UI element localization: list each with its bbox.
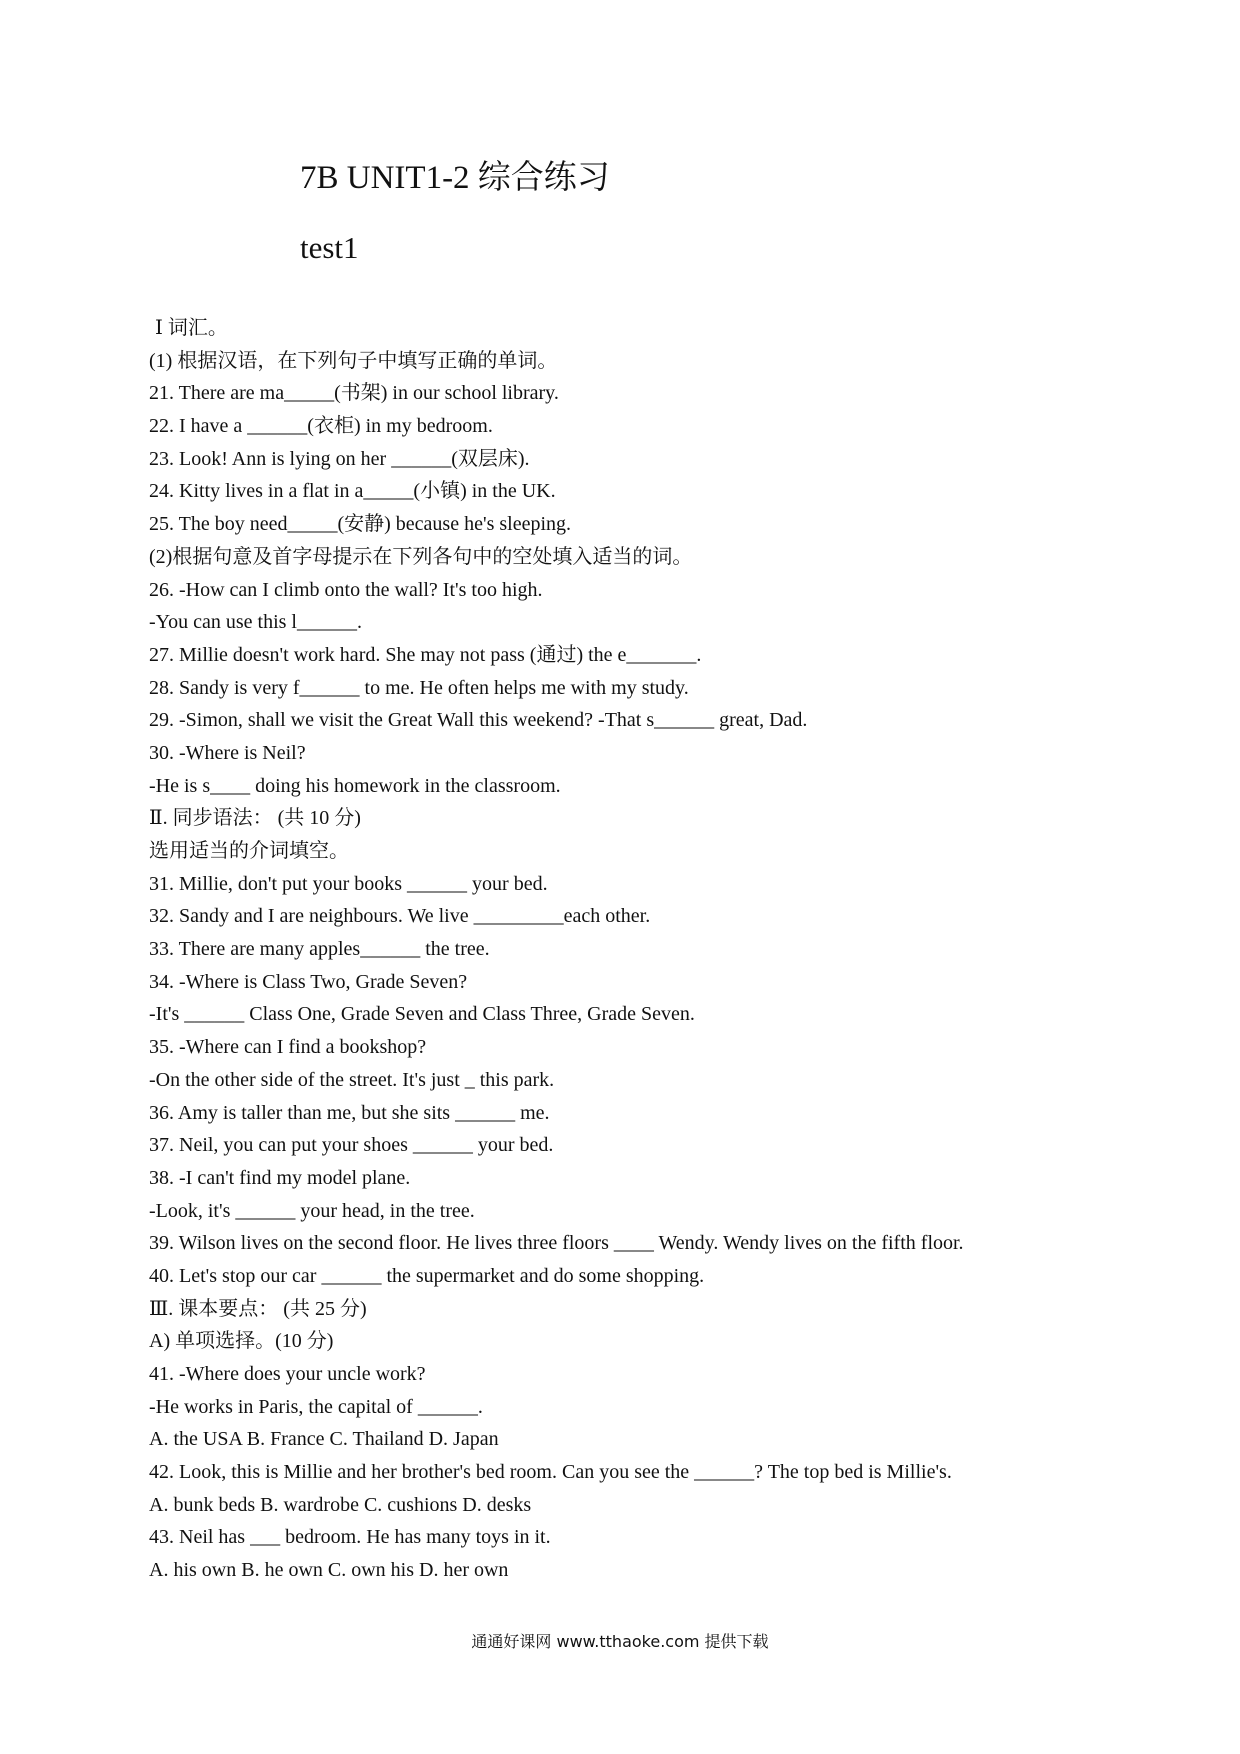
exercise-body — [149, 312, 1149, 1587]
question-line: 31. Millie, don't put your books ______ your bed. — [149, 872, 548, 895]
question-line: -You can use this l______. — [149, 611, 362, 634]
question-line: 26. -How can I climb onto the wall? It's too high. — [149, 578, 543, 601]
question-line: 21. There are ma_____(书架) in our school library. — [149, 382, 559, 405]
question-line: 35. -Where can I find a bookshop? — [149, 1036, 427, 1059]
document-title: 7B UNIT1-2 综合练习 — [300, 160, 610, 196]
question-line: -Look, it's ______ your head, in the tree. — [149, 1199, 475, 1222]
question-line: -It's ______ Class One, Grade Seven and Class Three, Grade Seven. — [149, 1003, 695, 1026]
question-line: 28. Sandy is very f______ to me. He often helps me with my study. — [149, 676, 689, 699]
question-line: -He works in Paris, the capital of ______. — [149, 1395, 483, 1418]
section-heading-grammar: Ⅱ. 同步语法： (共 10 分) — [149, 807, 361, 830]
answer-options: A. his own B. he own C. own his D. her own — [149, 1559, 509, 1582]
question-line: 27. Millie doesn't work hard. She may not pass (通过) the e_______. — [149, 643, 702, 666]
instruction-line: (1) 根据汉语，在下列句子中填写正确的单词。 — [149, 349, 558, 372]
question-line: 41. -Where does your uncle work? — [149, 1363, 426, 1385]
question-line: 40. Let's stop our car ______ the supermarket and do some shopping. — [149, 1264, 705, 1287]
question-line: 24. Kitty lives in a flat in a_____(小镇) in the UK. — [149, 480, 556, 503]
question-line: 37. Neil, you can put your shoes ______ your bed. — [149, 1134, 554, 1157]
answer-options: A. the USA B. France C. Thailand D. Japan — [149, 1428, 499, 1451]
instruction-line: (2)根据句意及首字母提示在下列各句中的空处填入适当的词。 — [149, 545, 693, 568]
section-heading-vocabulary: Ⅰ 词汇。 — [155, 317, 228, 339]
question-line: 34. -Where is Class Two, Grade Seven? — [149, 970, 468, 993]
question-line: 39. Wilson lives on the second floor. He lives three floors ____ Wendy. Wendy lives on the fifth floor. — [149, 1232, 964, 1255]
question-line: 36. Amy is taller than me, but she sits ______ me. — [149, 1101, 550, 1124]
answer-options: A. bunk beds B. wardrobe C. cushions D. desks — [149, 1493, 532, 1516]
question-line: 38. -I can't find my model plane. — [149, 1166, 411, 1189]
question-line: 22. I have a ______(衣柜) in my bedroom. — [149, 415, 493, 438]
instruction-line: 选用适当的介词填空。 — [149, 840, 349, 862]
question-line: 32. Sandy and I are neighbours. We live _________each other. — [149, 905, 651, 928]
question-line: 42. Look, this is Millie and her brother's bed room. Can you see the ______? The top bed is Millie's. — [149, 1461, 952, 1484]
instruction-line: A) 单项选择。(10 分) — [149, 1330, 334, 1353]
question-line: -On the other side of the street. It's just _ this park. — [149, 1068, 555, 1091]
question-line: 29. -Simon, shall we visit the Great Wall this weekend? -That s______ great, Dad. — [149, 709, 808, 732]
question-line: -He is s____ doing his homework in the classroom. — [149, 774, 561, 797]
question-line: 23. Look! Ann is lying on her ______(双层床). — [149, 447, 530, 470]
question-line: 25. The boy need_____(安静) because he's sleeping. — [149, 513, 572, 536]
page-footer: 通通好课网 www.tthaoke.com 提供下载 — [471, 1632, 769, 1651]
document-subtitle: test1 — [300, 230, 359, 265]
question-line: 33. There are many apples______ the tree. — [149, 938, 490, 961]
question-line: 30. -Where is Neil? — [149, 741, 306, 764]
section-heading-textbook: Ⅲ. 课本要点： (共 25 分) — [149, 1297, 367, 1320]
question-line: 43. Neil has ___ bedroom. He has many toys in it. — [149, 1526, 551, 1549]
